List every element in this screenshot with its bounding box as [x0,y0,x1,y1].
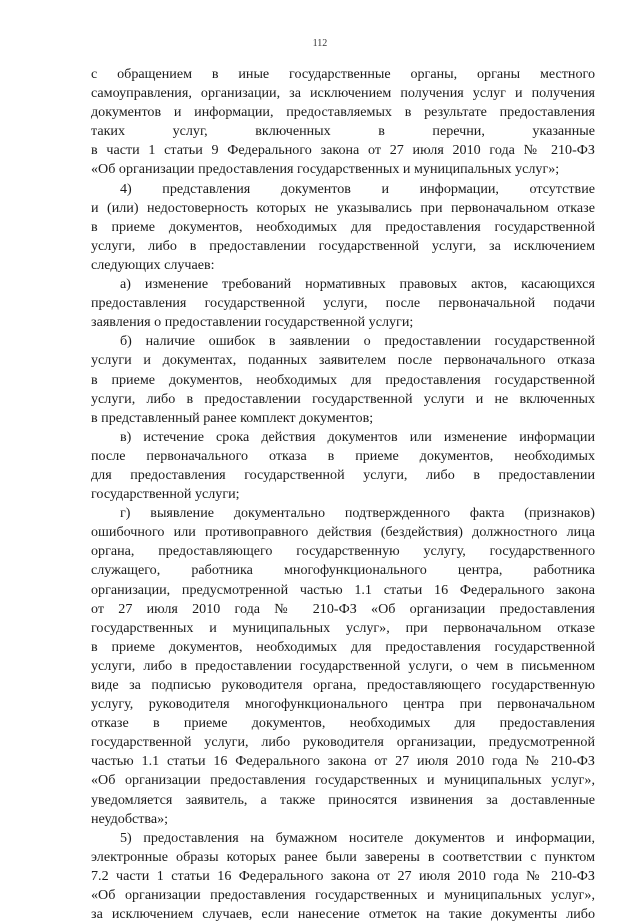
text-line: таких услуг, включенных в перечни, указанные [91,123,595,140]
text-line: ошибочного или противоправного действия (бездействия) должностного лица [91,524,595,541]
text-line: «Об организации предоставления государственных и муниципальных услуг»; [91,161,560,178]
text-line: следующих случаев: [91,256,215,273]
text-line: а) изменение требований нормативных правовых актов, касающихся [120,276,595,293]
text-line: от 27 июля 2010 года № 210-ФЗ «Об организации предоставления [91,600,595,617]
text-line: с обращением в иные государственные органы, органы местного [91,66,595,82]
text-line: самоуправления, организации, за исключением получения услуг и получения [91,85,595,102]
text-line: служащего, работника многофункционального центра, работника [91,562,595,579]
text-line: в приеме документов, необходимых для предоставления государственной [91,218,595,235]
text-line: виде за подписью руководителя органа, предоставляющего государственную [91,677,595,693]
text-line: услуги и документах, поданных заявителем после первоначального отказа [91,352,595,369]
text-line: уведомляется заявитель, а также приносятся извинения за доставленные [91,791,595,808]
text-line: государственной услуги, либо руководителя организации, предусмотренной [91,734,595,751]
text-line: «Об организации предоставления государственных и муниципальных услуг», [91,772,595,789]
text-line: за исключением случаев, если нанесение отметок на такие документы либо [91,906,595,923]
text-line: 4) представления документов и информации, отсутствие [120,180,595,197]
text-line: и (или) недостоверность которых не указывались при первоначальном отказе [91,199,595,216]
text-line: заявления о предоставлении государственной услуги; [91,314,414,331]
text-line: г) выявление документально подтвержденного факта (признаков) [120,505,595,522]
text-line: для предоставления государственной услуги, либо в предоставлении [91,466,595,483]
text-line: государственной услуги; [91,486,240,503]
text-line: в) истечение срока действия документов или изменение информации [120,428,595,445]
text-line: в части 1 статьи 9 Федерального закона от 27 июля 2010 года № 210-ФЗ [91,142,595,159]
text-line: 5) предоставления на бумажном носителе документов и информации, [120,829,595,846]
text-line: «Об организации предоставления государственных и муниципальных услуг», [91,887,595,904]
text-line: б) наличие ошибок в заявлении о предоставлении государственной [120,333,595,350]
text-line: 7.2 части 1 статьи 16 Федерального закона от 27 июля 2010 года № 210-ФЗ [91,867,595,884]
text-line: органа, предоставляющего государственную услугу, государственного [91,543,595,560]
text-line: услугу, руководителя многофункционального центра при первоначальном [91,696,595,713]
text-line: частью 1.1 статьи 16 Федерального закона от 27 июля 2010 года № 210-ФЗ [91,753,595,770]
text-line: неудобства»; [91,810,169,827]
text-line: в приеме документов, необходимых для предоставления государственной [91,371,595,388]
body-text [91,65,595,924]
text-line: в представленный ранее комплект документов; [91,409,374,426]
text-line: предоставления государственной услуги, после первоначальной подачи [91,295,595,312]
page-number: 112 [312,38,328,49]
text-line: услуги, либо в предоставлении государственной услуги и не включенных [91,390,595,407]
text-line: отказе в приеме документов, необходимых для предоставления [91,715,595,732]
text-line: государственных и муниципальных услуг», при первоначальном отказе [91,619,595,636]
text-line: услуги, либо в предоставлении государственной услуги, за исключением [91,237,595,254]
text-line: организации, предусмотренной частью 1.1 статьи 16 Федерального закона [91,581,595,598]
text-line: услуги, либо в предоставлении государственной услуги, о чем в письменном [91,657,595,674]
text-line: после первоначального отказа в приеме документов, необходимых [91,447,595,464]
text-line: электронные образы которых ранее были заверены в соответствии с пунктом [91,848,595,865]
text-line: в приеме документов, необходимых для предоставления государственной [91,638,595,655]
text-line: документов и информации, предоставляемых в результате предоставления [91,104,595,121]
